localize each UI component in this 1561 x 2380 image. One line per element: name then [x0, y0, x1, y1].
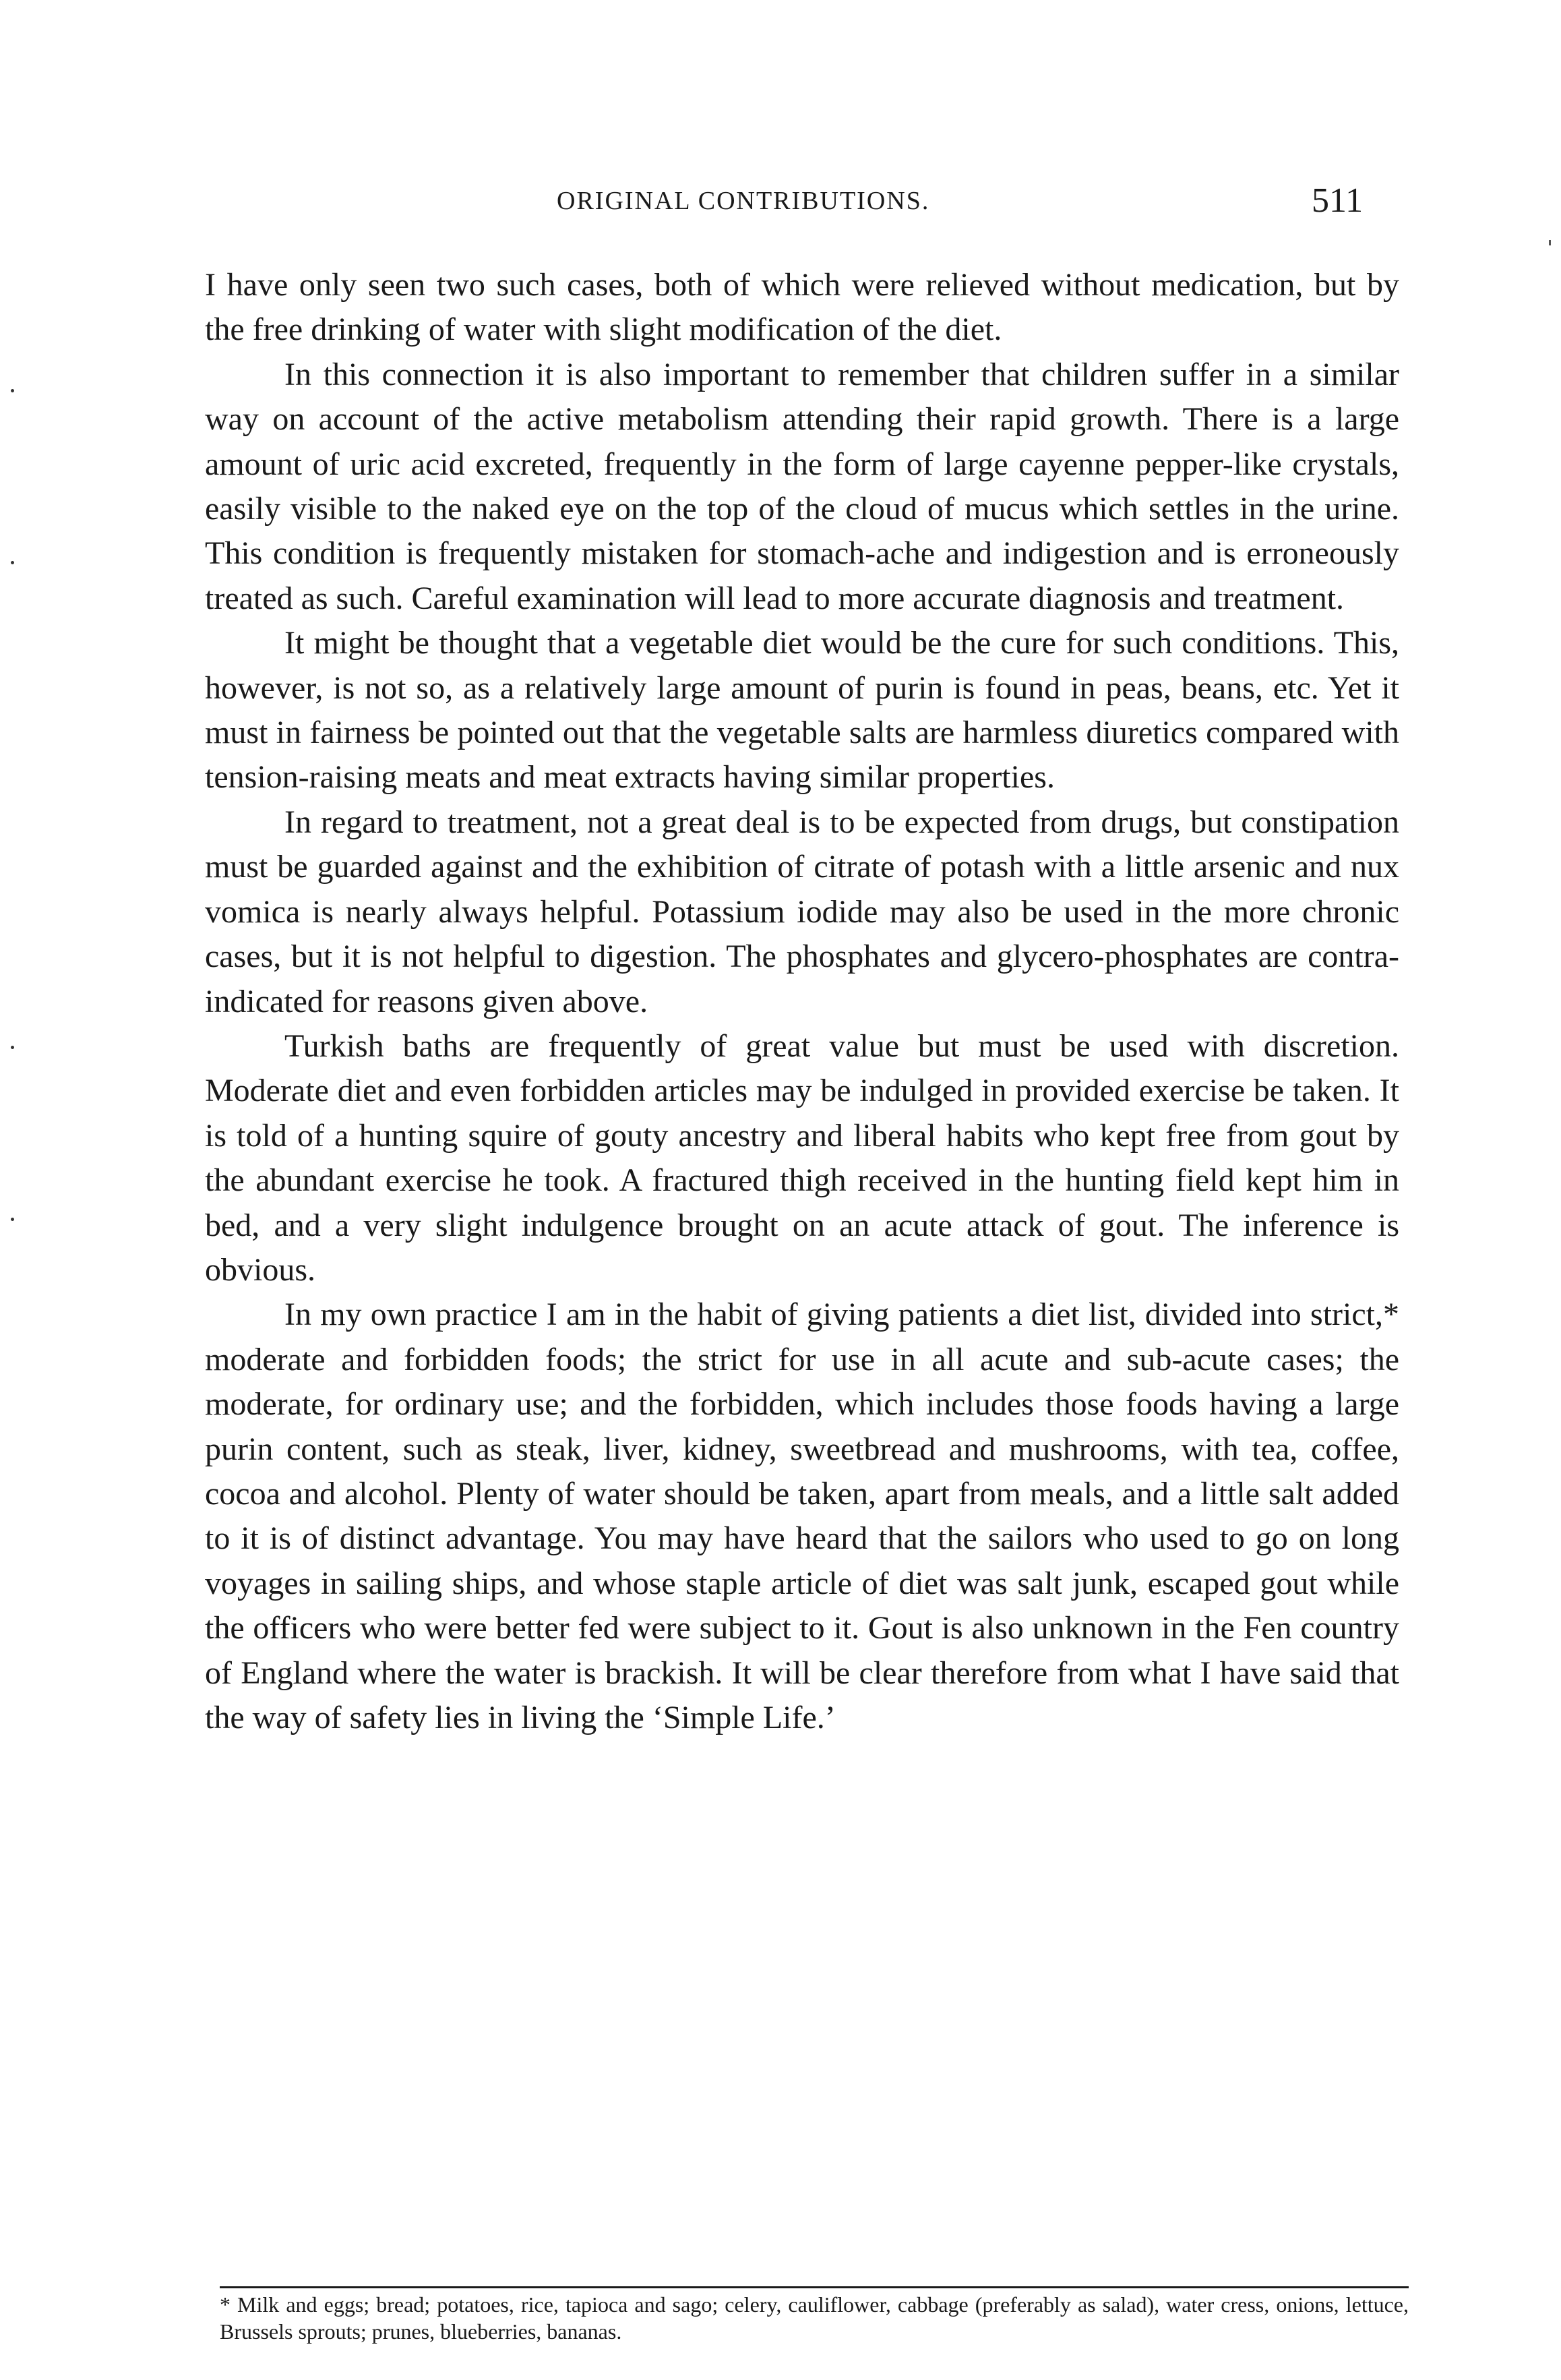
- article-body: [205, 263, 1399, 1740]
- footnote: * Milk and eggs; bread; potatoes, rice, tapioca and sago; celery, cauliflower, cabbage (preferably as salad), water cress, onions, lettuce, Brussels sprouts; prunes, blueberries, bananas.: [220, 2292, 1409, 2344]
- edge-mark: [1549, 240, 1551, 245]
- paragraph: In regard to treatment, not a great deal is to be expected from drugs, but constipation must be guarded against and the exhibition of citrate of potash with a little arsenic and nux vomica is nearly always helpful. Potassium iodide may also be used in the more chronic cases, but it is not helpful to digestion. The phosphates and glycero-phosphates are contra-indicated for reasons given above.: [205, 804, 1399, 1019]
- paragraph: I have only seen two such cases, both of which were relieved without medication, but by the free drinking of water with slight modification of the diet.: [205, 267, 1399, 348]
- paragraph: Turkish baths are frequently of great value but must be used with discretion. Moderate diet and even forbidden articles may be indulged in provided exercise be taken. It is told of a hunting squire of gouty ancestry and liberal habits who kept free from gout by the abundant exercise he took. A fractured thigh received in the hunting field kept him in bed, and a very slight indulgence brought on an acute attack of gout. The inference is obvious.: [205, 1028, 1399, 1288]
- paragraph: In this connection it is also important to remember that children suffer in a similar way on account of the active metabolism attending their rapid growth. There is a large amount of uric acid excreted, frequently in the form of large cayenne pepper-like crystals, easily visible to the naked eye on the top of the cloud of mucus which settles in the urine. This condition is frequently mistaken for stomach-ache and indigestion and is erroneously treated as such. Careful examination will lead to more accurate diagnosis and treatment.: [205, 356, 1399, 616]
- margin-mark: [11, 389, 14, 392]
- footnote-rule: [220, 2286, 1409, 2288]
- margin-mark: [11, 1046, 14, 1049]
- margin-mark: [11, 561, 14, 564]
- paragraph: In my own practice I am in the habit of giving patients a diet list, divided into strict,* moderate and forbidden foods; the strict for use in all acute and sub-acute cases; the moderate, for ordinary use; and the forbidden, which includes those foods having a large purin content, such as steak, liver, kidney, sweetbread and mushrooms, with tea, coffee, cocoa and alcohol. Plenty of water should be taken, apart from meals, and a little salt added to it is of distinct advantage. You may have heard that the sailors who used to go on long voyages in sailing ships, and whose staple article of diet was salt junk, escaped gout while the officers who were better fed were subject to it. Gout is also unknown in the Fen country of England where the water is brackish. It will be clear therefore from what I have said that the way of safety lies in living the ‘Simple Life.’: [205, 1297, 1399, 1735]
- page-number: 511: [1312, 181, 1364, 220]
- margin-mark: [11, 1218, 14, 1221]
- paragraph: It might be thought that a vegetable diet would be the cure for such conditions. This, however, is not so, as a relatively large amount of purin is found in peas, beans, etc. Yet it must in fairness be pointed out that the vegetable salts are harmless diuretics compared with tension-raising meats and meat extracts having similar properties.: [205, 625, 1399, 796]
- running-head: ORIGINAL CONTRIBUTIONS.: [557, 187, 930, 215]
